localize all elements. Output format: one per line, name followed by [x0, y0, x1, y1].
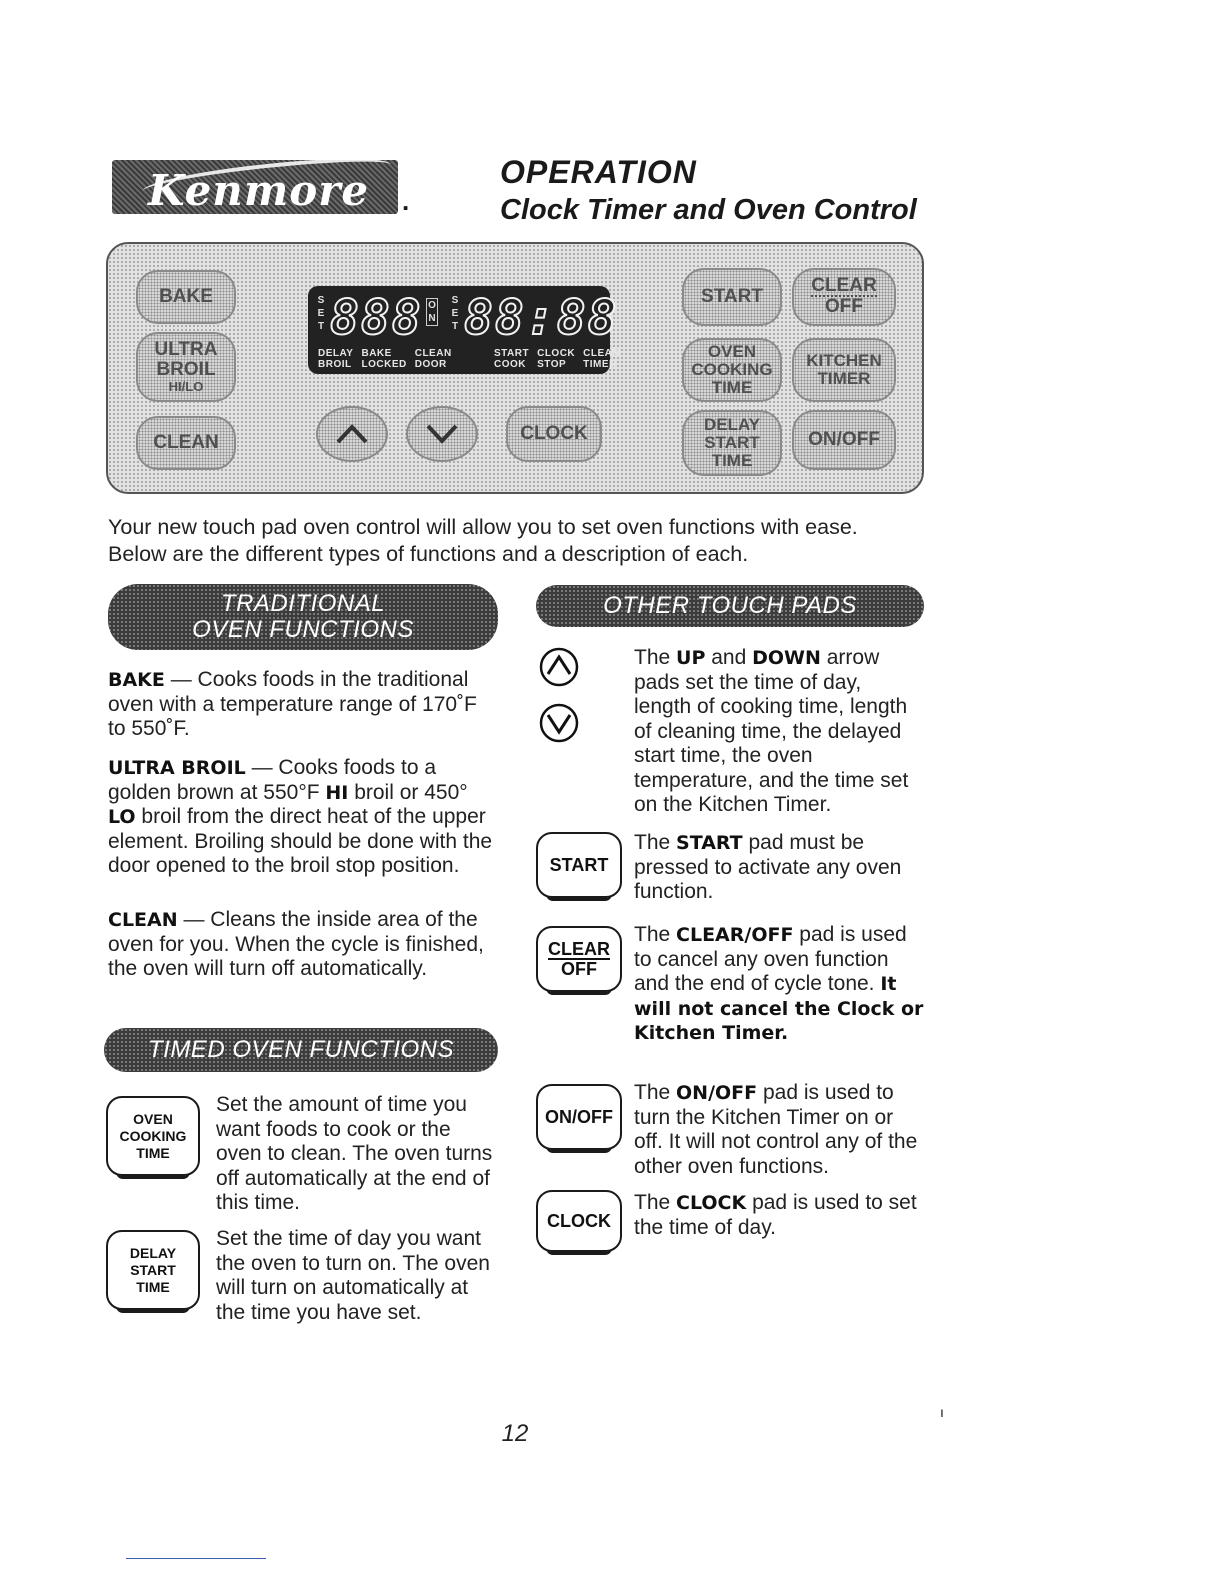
logo-text: Kenmore [148, 166, 370, 214]
on-off-description: The ON/OFF pad is used to turn the Kitchen Timer on or off. It will not control any of the other oven functions. [634, 1081, 918, 1178]
stray-mark: ı [940, 1404, 944, 1420]
on-off-icon: ON/OFF [536, 1084, 622, 1150]
start-icon: START [536, 832, 622, 898]
clean-description: CLEAN — Cleans the inside area of the oven for you. When the cycle is finished, the oven will turn off automatically. [108, 908, 484, 980]
start-pad [682, 268, 782, 326]
ultra-broil-description: ULTRA BROIL — Cooks foods to a golden brown at 550°F HI broil or 450° LO broil from the direct heat of the upper element. Broiling should be done with the door opened to the broil stop position. [108, 756, 493, 877]
kenmore-logo [112, 160, 398, 214]
clear-off-description: The CLEAR/OFF pad is used to cancel any oven function and the end of cycle tone. It will not cancel the Clock or Kitchen Timer. [634, 923, 924, 1044]
kitchen-timer-pad: KITCHEN TIMER [792, 338, 896, 402]
up-arrow-pad [316, 406, 388, 462]
clock-description: The CLOCK pad is used to set the time of day. [634, 1191, 917, 1239]
up-arrow-icon [538, 646, 580, 688]
clean-pad [136, 416, 236, 470]
set-tag-left: S E T [317, 295, 325, 332]
ultra-label: ULTRA [154, 339, 218, 360]
lcd-display [308, 286, 621, 374]
start-description: The START pad must be pressed to activate any oven function. [634, 831, 902, 903]
display-labels-left: DELAY BROIL BAKE LOCKED CLEAN DOOR [318, 348, 452, 370]
clear-label: CLEAR [811, 275, 877, 296]
display-labels-right: START COOK CLOCK STOP CLEAN TIMER [494, 348, 621, 370]
bake-pad [136, 270, 236, 324]
timed-banner: TIMED OVEN FUNCTIONS [104, 1028, 498, 1072]
page-subtitle: Clock Timer and Oven Control [500, 194, 917, 226]
down-arrow-icon [425, 423, 459, 445]
clean-pad-label: CLEAN [153, 432, 219, 453]
delay-start-time-icon: DELAY START TIME [106, 1230, 200, 1310]
clear-off-icon: CLEAR OFF [536, 926, 622, 992]
oven-cooking-time-pad: OVEN COOKING TIME [682, 338, 782, 402]
oven-cooking-time-icon: OVEN COOKING TIME [106, 1096, 200, 1176]
broil-label: BROIL [156, 359, 216, 380]
oven-cooking-time-description: Set the amount of time you want foods to cook or the oven to clean. The oven turns off automatically at the end of this time. [216, 1093, 493, 1214]
delay-start-time-pad: DELAY START TIME [682, 410, 782, 476]
down-arrow-pad [406, 406, 478, 462]
footer-rule [126, 1558, 266, 1559]
clock-digits: 88:88 [464, 290, 619, 346]
bake-description: BAKE — Cooks foods in the traditional oven with a temperature range of 170˚F to 550˚F. [108, 668, 477, 740]
page-number: 12 [501, 1420, 529, 1447]
set-tag-right: S E T [451, 295, 459, 332]
traditional-banner: TRADITIONAL OVEN FUNCTIONS [108, 584, 498, 650]
on-off-pad: ON/OFF [792, 410, 896, 470]
clear-off-pad [792, 268, 896, 326]
logo-dot: . [402, 186, 410, 216]
up-arrow-icon [335, 423, 369, 445]
start-pad-label: START [701, 286, 763, 307]
other-touch-pads-banner: OTHER TOUCH PADS [536, 585, 924, 627]
on-tag: O N [426, 298, 438, 326]
page-title: OPERATION [500, 154, 697, 190]
clock-icon: CLOCK [536, 1190, 622, 1252]
oven-temp-digits: 888 [330, 290, 423, 346]
off-label: OFF [825, 296, 863, 317]
intro-text: Your new touch pad oven control will allow you to set oven functions with ease. Below are the different types of functions and a description of each. [108, 515, 858, 566]
clock-pad [506, 406, 602, 462]
hilo-label: HI/LO [168, 379, 204, 394]
arrows-description: The UP and DOWN arrow pads set the time of day, length of cooking time, length of cleaning time, the delayed start time, the oven temperature, and the time set on the Kitchen Timer. [634, 646, 909, 816]
control-panel [106, 242, 924, 494]
clock-pad-label: CLOCK [520, 423, 588, 444]
delay-start-time-description: Set the time of day you want the oven to turn on. The oven will turn on automatically at the time you have set. [216, 1227, 490, 1324]
down-arrow-icon [538, 702, 580, 744]
bake-pad-label: BAKE [159, 286, 213, 307]
ultra-broil-pad [136, 332, 236, 402]
